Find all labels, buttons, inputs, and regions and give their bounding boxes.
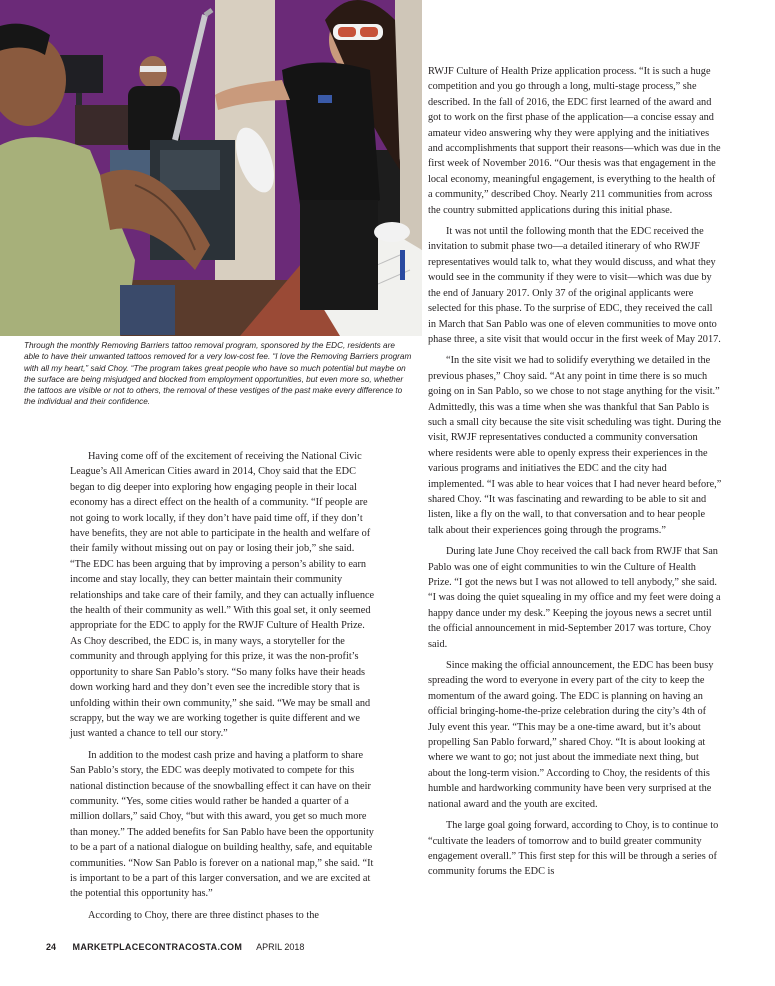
article-column-right <box>428 64 722 886</box>
paragraph: In addition to the modest cash prize and having a platform to share San Pablo’s story, the EDC was deeply motivated to compete for this national distinction because of the snowballing effect it can have on their community. “Yes, some cities would rather be handed a quarter of a million dollars,” said Choy, “but with this award, you get so much more than money.” The added benefits for San Pablo have been the opportunity to be a part of a national dialogue on building healthy, safe, and equitable communities. “Now San Pablo is forever on a national map,” she said. “It is important to be a part of this larger conversation, and we are excited at the potential this opportunity has.” <box>70 749 374 900</box>
website-link[interactable]: MARKETPLACECONTRACOSTA.COM <box>72 942 243 952</box>
paragraph: It was not until the following month that the EDC received the invitation to submit phase two—a detailed itinerary of who RWJF representatives would talk to, what they would discuss, and what they would see in the community if they were to visit—which was due by the end of January 2017. Only 37 of the original applicants were selected for this phase. To the surprise of EDC, they received the call in March that San Pablo was one of eleven communities to move onto phase three, a site visit that would occur in the first week of May 2017. <box>428 226 721 345</box>
photo-caption: Through the monthly Removing Barriers tattoo removal program, sponsored by the EDC, residents are able to have their unwanted tattoos removed for a very low-cost fee. “I love the Removing Barriers program with all my heart,” said Choy. “The program takes great people who have so much potential but maybe on the surface are being misjudged and blocked from employment opportunities, but even more so, whether the tattoos are visible or not to others, the removal of these vestiges of the past make every difference to the individual and their confidence. <box>24 341 412 407</box>
tattoo-removal-photo <box>0 0 422 336</box>
page-footer <box>46 942 304 956</box>
page-number: 24 <box>46 942 57 952</box>
paragraph: The large goal going forward, according to Choy, is to continue to “cultivate the leaders of tomorrow and to build greater community engagement overall.” This first step for this will be through a series of community forums the EDC is <box>428 820 719 878</box>
paragraph: Having come off of the excitement of receiving the National Civic League’s All American Cities award in 2014, Choy said that the EDC began to dig deeper into exploring how engaging people in their local economy has a direct effect on the health of a community. “If people are not going to work locally, if they don’t have paid time off, if they don’t have benefits, they are not able to participate in the health and welfare of their family without missing out on pay or losing their job,” she said. “The EDC has been arguing that by improving a person’s ability to earn income and stay locally, they can better maintain their community relationships and take care of their family, and they can actually influence the health of their community as well.” With this goal set, it only seemed appropriate for the EDC to apply for the RWJF Culture of Health Prize. As Choy described, the EDC is, in many ways, a storyteller for the community and through applying for this prize, it was the non-profit’s opportunity to share San Pablo’s story. “So many folks have their heads down working hard and they don’t even see the incredible story that is unfolding within their own community,” she said. “We may be small and scrappy, but the way we are working together is quite different and we just wanted a chance to tell our story.” <box>70 451 375 740</box>
paragraph: During late June Choy received the call back from RWJF that San Pablo was one of eight communities to win the Culture of Health Prize. “I got the news but I was not allowed to tell anybody,” she said. “I was doing the quiet squealing in my office and my feet were doing a happy dance under my desk.” Keeping the joyous news a secret until the official announcement in mid-September 2017 was torture, Choy said. <box>428 546 721 650</box>
paragraph: According to Choy, there are three distinct phases to the <box>88 909 319 921</box>
paragraph: Since making the official announcement, the EDC has been busy spreading the word to everyone in every part of the city to keep the momentum of the award going. The EDC is planning on having an official bringing-home-the-prize celebration during the city’s 4th of July event this year. “This may be a one-time award, but it’s about propelling San Pablo forward,” shared Choy. “It is about looking at where we want to go; not just about the immediate next thing, but about the long-term vision.” According to Choy, the residents of this humble and hardworking community have been very surprised at the national award and the youth are excited. <box>428 660 714 810</box>
article-column-left <box>70 449 376 929</box>
issue-date: APRIL 2018 <box>256 942 305 952</box>
paragraph: “In the site visit we had to solidify everything we detailed in the previous phases,” Choy said. “At any point in time there is so much going on in San Pablo, so we chose to not stage anything for the visit.” Admittedly, this was a time when she was thankful that San Pablo is such a small city because the site visit scheduling was tight. During the visit, RWJF representatives conducted a community conversation where residents were able to openly express their experiences in the various programs and initiatives the EDC and the city had implemented. “I was able to hear voices that I had never heard before,” shared Choy. “It was fascinating and rewarding to be able to sit and listen, like a fly on the wall, to that conversation and to hear people talk about their experiences going through the programs.” <box>428 355 722 536</box>
paragraph: RWJF Culture of Health Prize application process. “It is such a huge competition and you go through a long, multi-stage process,” she described. In the fall of 2016, the EDC first learned of the award and got to work on the first phase of the application—a concise essay and amateur video answering why they were applying and the initiatives and accomplishments that support their reasons—which was due in the first week of November 2016. “Our thesis was that engagement in the local economy, meaningful engagement, is everything to the health of a community,” described Choy. Nearly 211 communities from across the country submitted applications during this initial phase. <box>428 66 721 216</box>
